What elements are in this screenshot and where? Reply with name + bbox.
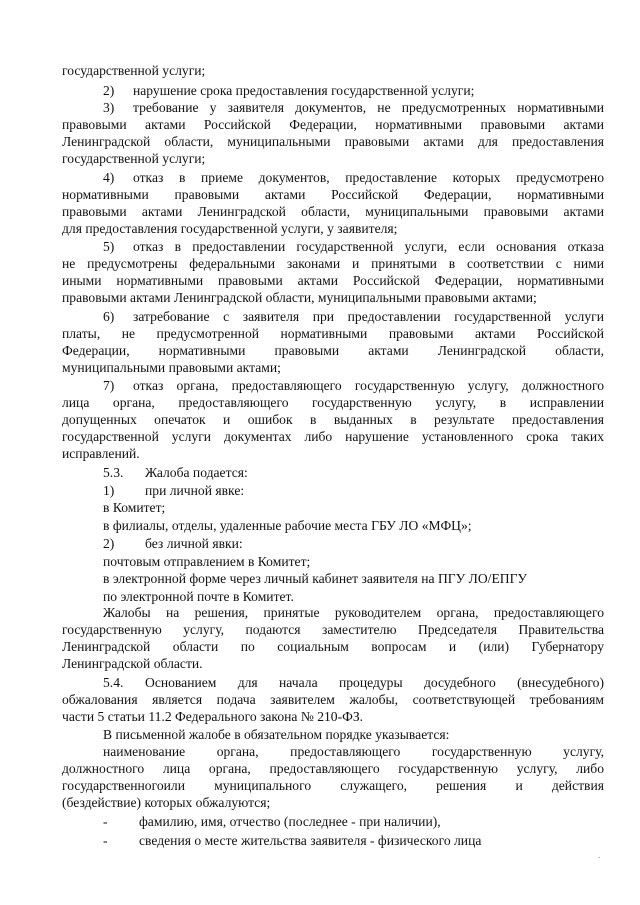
list-item — [103, 815, 604, 832]
item-text: отказ в предоставлении государственной услуги, если основания отказа — [133, 239, 604, 254]
item-text: отказ в приеме документов, предоставление которых предусмотрено — [133, 170, 604, 185]
text-line: Ленинградской области по социальным вопросам и (или) Губернатору — [62, 639, 604, 654]
list-item — [103, 171, 604, 188]
text-line: должностного лица органа, предоставляющего государственную услугу, либо — [62, 761, 604, 776]
item-number: 2) — [103, 83, 115, 98]
item-text: сведения о месте жительства заявителя - физического лица — [139, 833, 482, 848]
text-line: иными нормативными правовыми актами Российской Федерации, нормативными — [62, 273, 604, 288]
text-line: обжалования является подача заявителем жалобы, соответствующей требованиям — [62, 692, 604, 707]
text-line: почтовым отправлением в Комитет; — [103, 554, 311, 569]
item-text: затребование с заявителя при предоставлении государственной услуги — [133, 309, 604, 324]
item-text: отказ органа, предоставляющего государственную услугу, должностного — [133, 378, 604, 393]
list-item — [103, 310, 604, 327]
item-text: при личной явке: — [145, 483, 245, 498]
text-line: государственной услуги; — [62, 63, 206, 78]
section-text: Основанием для начала процедуры досудебного (внесудебного) — [145, 675, 604, 690]
list-item — [103, 484, 604, 501]
text-line: платы, не предусмотренной нормативными правовыми актами Российской — [62, 326, 604, 341]
list-item — [103, 379, 604, 396]
text-line: государственной услуги; — [62, 151, 206, 166]
item-number: 1) — [103, 483, 115, 498]
text-line: в электронной форме через личный кабинет заявителя на ПГУ ЛО/ЕПГУ — [103, 571, 528, 586]
text-line: государственной услуги документах либо нарушение установленного срока таких — [62, 429, 604, 444]
item-number: 2) — [103, 536, 115, 551]
item-number: 6) — [103, 309, 115, 324]
text-line: Жалобы на решения, принятые руководителем органа, предоставляющего — [103, 605, 604, 620]
list-item — [103, 537, 604, 554]
item-dash: - — [103, 814, 108, 829]
text-line: Федерации, нормативными правовыми актами Ленинградской области, — [62, 343, 604, 358]
text-line: лица органа, предоставляющего государственную услугу, в исправлении — [62, 395, 604, 410]
list-item — [103, 101, 604, 118]
text-line: правовыми актами Ленинградской области, муниципальными правовыми актами; — [62, 290, 537, 305]
item-number: 4) — [103, 170, 115, 185]
text-line: по электронной почте в Комитет. — [103, 589, 294, 604]
text-line: муниципальными правовыми актами; — [62, 360, 281, 375]
list-item — [103, 240, 604, 257]
text-line: государственногоили муниципального служащего, решения и действия — [62, 778, 604, 793]
text-line: правовыми актами Ленинградской области, муниципальными правовыми актами — [62, 204, 604, 219]
text-line: (бездействие) которых обжалуются; — [62, 795, 271, 810]
text-line: допущенных опечаток и ошибок в выданных в результате предоставления — [62, 412, 604, 427]
list-item — [103, 834, 604, 851]
text-line: исправлений. — [62, 446, 140, 461]
text-line: Ленинградской области, муниципальными правовыми актами для предоставления — [62, 134, 604, 149]
text-line: правовыми актами Российской Федерации, нормативными правовыми актами — [62, 117, 604, 132]
text-line: части 5 статьи 11.2 Федерального закона № 210-ФЗ. — [62, 709, 364, 724]
item-dash: - — [103, 833, 108, 848]
item-text: без личной явки: — [145, 536, 243, 551]
page-mark: . — [598, 850, 601, 860]
text-line: наименование органа, предоставляющего государственную услугу, — [103, 744, 604, 759]
item-text: требование у заявителя документов, не предусмотренных нормативными — [133, 100, 604, 115]
text-line: для предоставления государственной услуги, у заявителя; — [62, 221, 398, 236]
section-number: 5.3. — [103, 465, 124, 480]
section-heading — [103, 466, 604, 483]
text-line: не предусмотрены федеральными законами и принятыми в соответствии с ними — [62, 256, 604, 271]
text-line: государственную услугу, подаются заместителю Председателя Правительства — [62, 622, 604, 637]
item-number: 3) — [103, 100, 115, 115]
item-number: 5) — [103, 239, 115, 254]
text-line: в филиалы, отделы, удаленные рабочие места ГБУ ЛО «МФЦ»; — [103, 518, 472, 533]
text-line: Ленинградской области. — [62, 656, 203, 671]
text-line: В письменной жалобе в обязательном порядке указывается: — [103, 727, 450, 742]
item-text: фамилию, имя, отчество (последнее - при наличии), — [139, 814, 441, 829]
list-item — [103, 84, 604, 101]
section-number: 5.4. — [103, 675, 124, 690]
item-number: 7) — [103, 378, 115, 393]
section-heading — [103, 676, 604, 693]
text-line: нормативными правовыми актами Российской Федерации, нормативными — [62, 187, 604, 202]
item-text: нарушение срока предоставления государственной услуги; — [133, 83, 475, 98]
text-line: в Комитет; — [103, 500, 166, 515]
section-text: Жалоба подается: — [145, 465, 248, 480]
